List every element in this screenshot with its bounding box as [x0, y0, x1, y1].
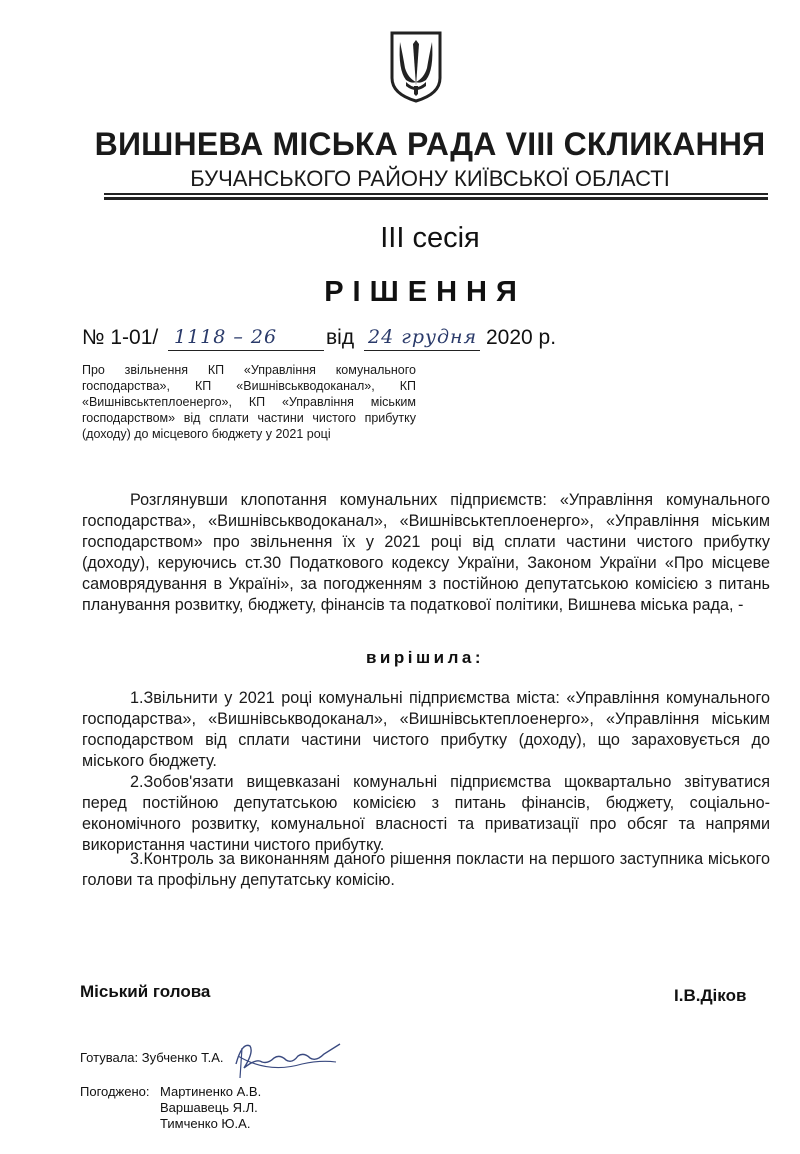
resolved-heading: вирішила:: [365, 648, 485, 667]
district-name: БУЧАНСЬКОГО РАЙОНУ КИЇВСЬКОЇ ОБЛАСТІ: [190, 166, 670, 191]
agreed-name: Варшавець Я.Л.: [160, 1100, 258, 1115]
date-from-label: від: [326, 326, 355, 349]
header-divider-thick: [104, 197, 768, 200]
agreed-name: Мартиненко А.В.: [160, 1084, 262, 1099]
year-label: 2020 р.: [486, 326, 557, 349]
handwritten-date: 24 грудня: [364, 326, 480, 351]
decision-number-line: [82, 326, 582, 356]
prepared-by: Готувала: Зубченко Т.А.: [80, 1050, 224, 1065]
agreed-by-block: [80, 1084, 262, 1131]
decision-subject: Про звільнення КП «Управління комунального господарства», КП «Вишнівськводоканал», КП «Вишнівськтеплоенерго», КП «Управління міським господарством» від сплати частини чистого прибутку (доходу) до місцевого бюджету у 2021 році: [82, 363, 416, 441]
agreed-name: Тимченко Ю.А.: [160, 1116, 251, 1131]
decision-item-2: 2.Зобов'язати вищевказані комунальні підприємства щоквартально звітуватися перед постійною депутатською комісією з питань фінансів, бюджету, соціально-економічного розвитку, комунальної власності та приватизації про обсяг та напрями використання частини чистого прибутку.: [82, 773, 770, 854]
header-divider-thin: [104, 193, 768, 195]
agreed-names-list: [160, 1084, 261, 1132]
coat-of-arms-trident-emblem: [388, 30, 444, 104]
handwritten-decision-number: 1118 – 26: [168, 326, 324, 351]
document-type-title: РІШЕННЯ: [324, 276, 526, 308]
decision-item-3: 3.Контроль за виконанням даного рішення покласти на першого заступника міського голови та профільну депутатську комісію.: [82, 850, 770, 889]
signatory-name: І.В.Діков: [674, 986, 747, 1005]
council-name: ВИШНЕВА МІСЬКА РАДА VIII СКЛИКАННЯ: [94, 126, 766, 162]
preamble-paragraph: Розглянувши клопотання комунальних підприємств: «Управління комунального господарства», «Вишнівськводоканал», «Вишнівськтеплоенерго», «Управління міським господарством» про звільнення їх у 2021 році від сплати частини чистого прибутку (доходу), керуючись ст.30 Податкового кодексу України, Законом України «Про місцеве самоврядування в Україні», за погодженням з постійною депутатською комісією з питань планування розвитку, бюджету, фінансів та податкової політики, Вишнева міська рада, -: [82, 491, 770, 614]
session-title: ІІІ сесія: [380, 222, 480, 254]
agreed-label: Погоджено:: [80, 1084, 150, 1099]
signatory-title: Міський голова: [80, 982, 211, 1001]
decision-item-1: 1.Звільнити у 2021 році комунальні підприємства міста: «Управління комунального господарства», «Вишнівськводоканал», «Вишнівськтеплоенерго», «Управління міським господарством від сплати частини чистого прибутку (доходу), що зараховується до міського бюджету.: [82, 689, 770, 770]
number-prefix: № 1-01/: [82, 326, 159, 349]
handwritten-signature-icon: [228, 1034, 348, 1086]
